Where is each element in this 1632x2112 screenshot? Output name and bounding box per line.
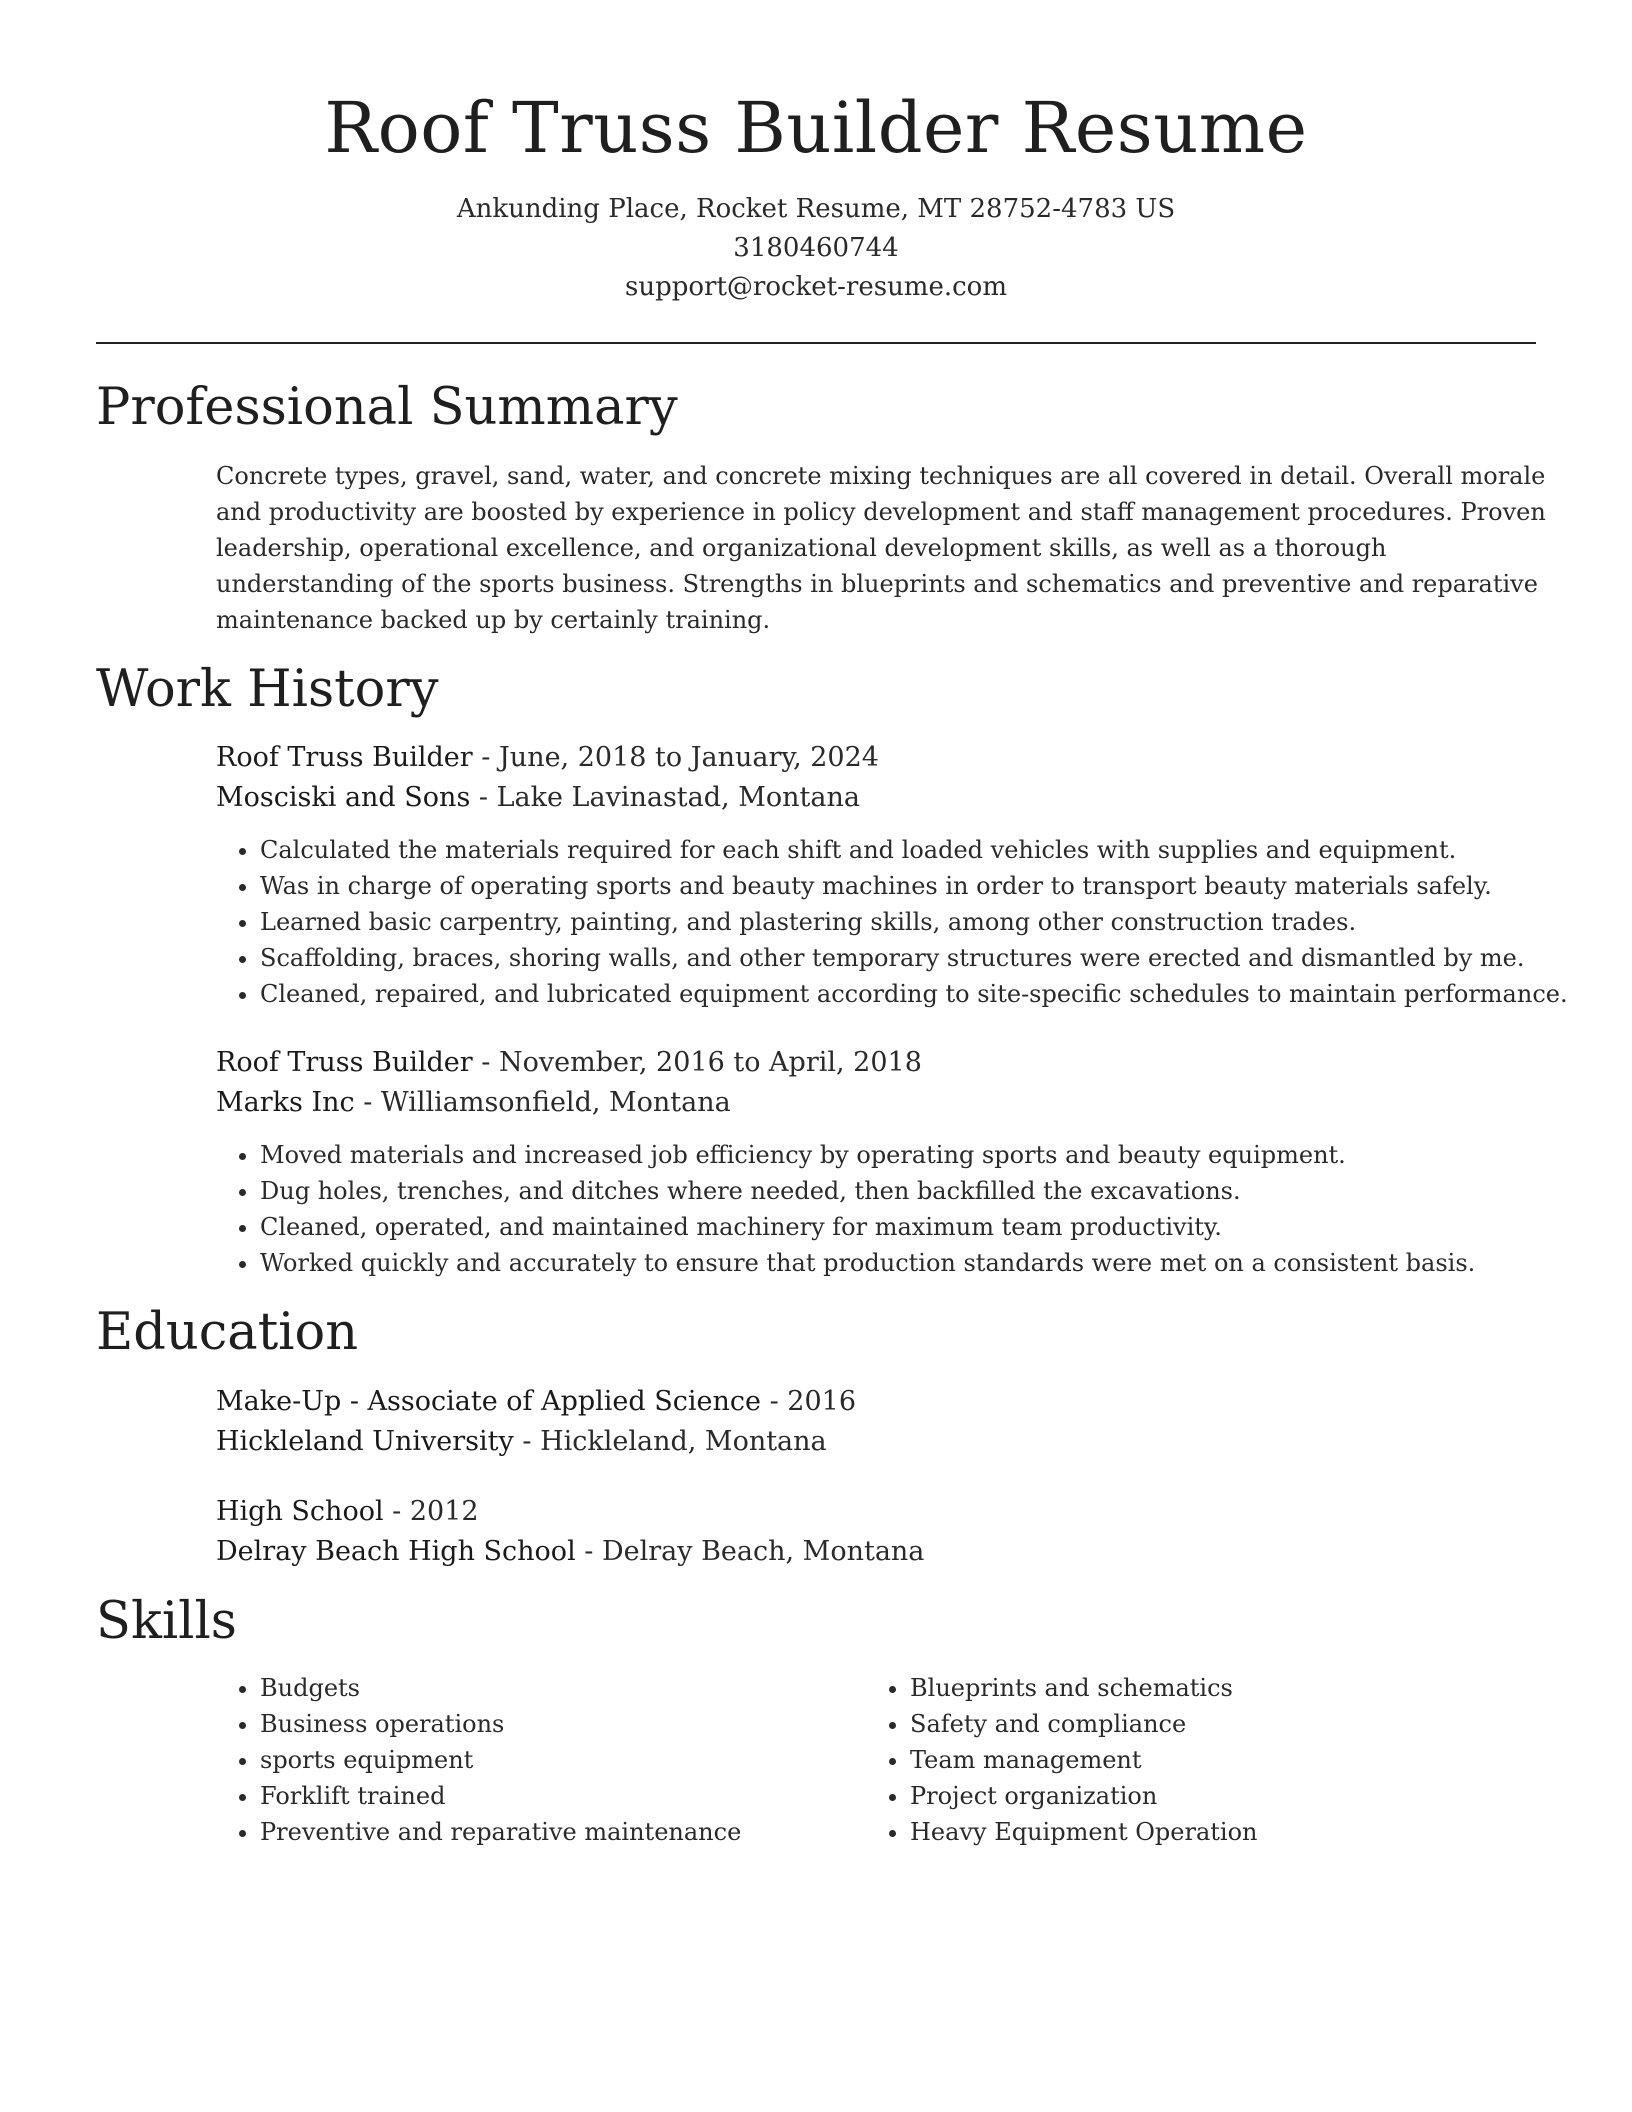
contact-block <box>0 190 1632 307</box>
skill-item: • Preventive and reparative maintenance <box>260 1814 866 1850</box>
job-company: Mosciski and Sons <box>216 782 471 813</box>
job-dates: - June, 2018 to January, 2024 <box>472 742 879 773</box>
job-title-line <box>216 738 1546 778</box>
skill-item: • Heavy Equipment Operation <box>910 1814 1516 1850</box>
job-duty-item: • Cleaned, repaired, and lubricated equipment according to site-specific schedules to maintain performance. <box>260 976 1546 1012</box>
skill-item: • Forklift trained <box>260 1778 866 1814</box>
education-school: Delray Beach High School <box>216 1536 576 1567</box>
education-entry <box>216 1382 1546 1462</box>
header-divider <box>96 342 1536 344</box>
skills-list <box>866 1670 1516 1850</box>
skill-item: • Team management <box>910 1742 1516 1778</box>
skill-item: • Budgets <box>260 1670 866 1706</box>
skills-column-left <box>216 1670 866 1850</box>
job-duty-item: • Worked quickly and accurately to ensure that production standards were met on a consistent basis. <box>260 1245 1546 1281</box>
job-role: Roof Truss Builder <box>216 742 473 773</box>
education-degree-line <box>216 1492 1546 1532</box>
section-title-work-history: Work History <box>96 660 439 719</box>
job-title-line <box>216 1043 1546 1083</box>
contact-email: support@rocket-resume.com <box>624 272 1007 302</box>
job-entry <box>216 1043 1546 1281</box>
skill-item: • Safety and compliance <box>910 1706 1516 1742</box>
job-role: Roof Truss Builder <box>216 1047 473 1078</box>
job-duty-item: • Scaffolding, braces, shoring walls, and other temporary structures were erected and dismantled by me. <box>260 940 1546 976</box>
job-duties-list <box>216 832 1568 1012</box>
skills-grid <box>216 1670 1536 1850</box>
summary-text: Concrete types, gravel, sand, water, and concrete mixing techniques are all covered in detail. Overall morale and productivity are boosted by experience in policy development and staff management procedures. Proven leadership, operational excellence, and organizational development skills, as well as a thorough understanding of the sports business. Strengths in blueprints and schematics and preventive and reparative maintenance backed up by certainly training. <box>216 462 1546 634</box>
contact-phone: 3180460744 <box>733 233 899 263</box>
education-degree-line <box>216 1382 1546 1422</box>
skill-item: • sports equipment <box>260 1742 866 1778</box>
skills-list <box>216 1670 866 1850</box>
job-company: Marks Inc <box>216 1087 355 1118</box>
skill-item: • Project organization <box>910 1778 1516 1814</box>
job-location: - Lake Lavinastad, Montana <box>470 782 860 813</box>
job-entry <box>216 738 1568 1012</box>
resume-title: Roof Truss Builder Resume <box>324 87 1308 169</box>
job-duty-item: • Learned basic carpentry, painting, and plastering skills, among other construction trades. <box>260 904 1546 940</box>
job-dates: - November, 2016 to April, 2018 <box>472 1047 922 1078</box>
resume-header <box>0 0 1632 307</box>
education-degree: Make-Up - Associate of Applied Science <box>216 1386 761 1417</box>
section-title-education: Education <box>96 1303 359 1362</box>
job-company-line <box>216 778 1546 818</box>
job-duties-list <box>216 1137 1546 1281</box>
education-degree: High School <box>216 1496 384 1527</box>
skill-item: • Blueprints and schematics <box>910 1670 1516 1706</box>
skill-item: • Business operations <box>260 1706 866 1742</box>
education-school-line <box>216 1532 1546 1572</box>
job-duty-item: • Dug holes, trenches, and ditches where needed, then backfilled the excavations. <box>260 1173 1546 1209</box>
job-duty-item: • Moved materials and increased job efficiency by operating sports and beauty equipment. <box>260 1137 1546 1173</box>
education-school: Hickleland University <box>216 1426 514 1457</box>
skills-column-right <box>866 1670 1516 1850</box>
job-duty-item: • Was in charge of operating sports and beauty machines in order to transport beauty materials safely. <box>260 868 1546 904</box>
education-entry <box>216 1492 1546 1572</box>
section-title-summary: Professional Summary <box>96 378 678 437</box>
education-year: - 2012 <box>383 1496 479 1527</box>
education-location: - Hickleland, Montana <box>513 1426 827 1457</box>
summary-section <box>216 458 1546 638</box>
job-duty-item: • Cleaned, operated, and maintained machinery for maximum team productivity. <box>260 1209 1546 1245</box>
job-company-line <box>216 1083 1546 1123</box>
contact-address: Ankunding Place, Rocket Resume, MT 28752-4783 US <box>456 194 1176 224</box>
job-location: - Williamsonfield, Montana <box>354 1087 731 1118</box>
job-duty-item: • Calculated the materials required for each shift and loaded vehicles with supplies and equipment. <box>260 832 1546 868</box>
education-location: - Delray Beach, Montana <box>575 1536 925 1567</box>
section-title-skills: Skills <box>96 1592 237 1651</box>
education-school-line <box>216 1422 1546 1462</box>
education-year: - 2016 <box>761 1386 857 1417</box>
